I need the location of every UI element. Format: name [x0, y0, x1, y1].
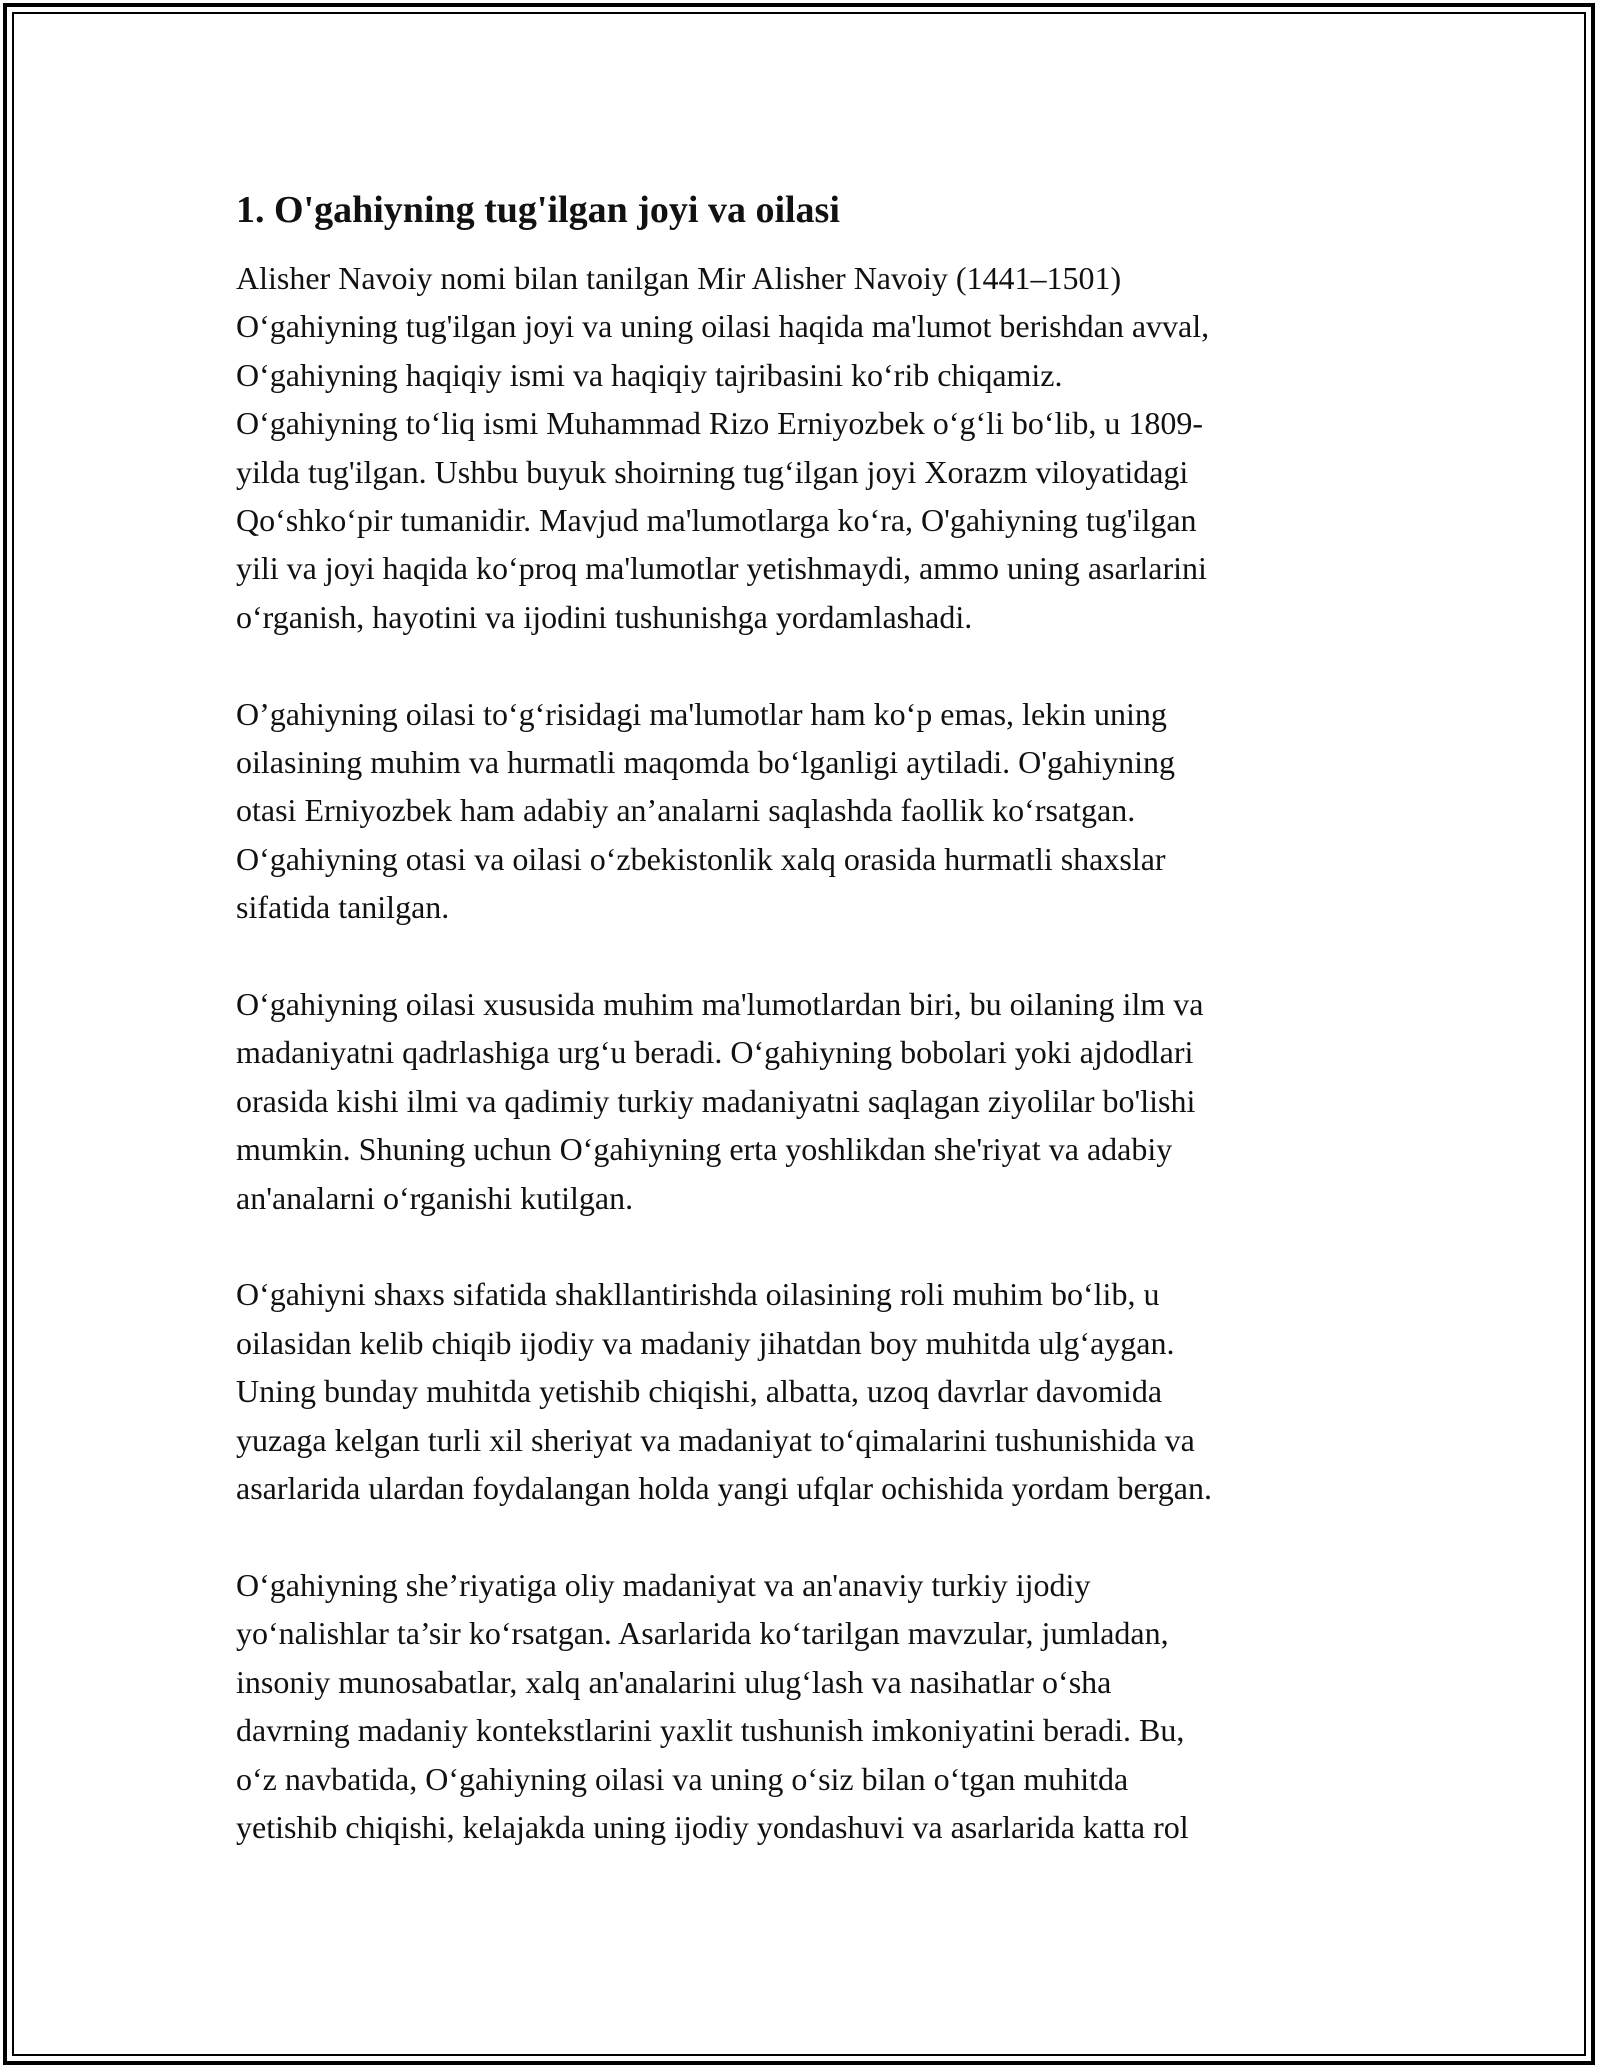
text-line: O‘gahiyning oilasi xususida muhim ma'lumotlardan biri, bu oilaning ilm va	[236, 986, 1204, 1023]
text-line: oilasining muhim va hurmatli maqomda bo‘lganligi aytiladi. O'gahiyning	[236, 744, 1175, 781]
text-line: yili va joyi haqida ko‘proq ma'lumotlar yetishmaydi, ammo uning asarlarini	[236, 550, 1207, 587]
text-line: yetishib chiqishi, kelajakda uning ijodiy yondashuvi va asarlarida katta rol	[236, 1808, 1189, 1845]
text-line: O‘gahiyning she’riyatiga oliy madaniyat va an'anaviy turkiy ijodiy	[236, 1566, 1091, 1603]
text-line: oilasidan kelib chiqib ijodiy va madaniy jihatdan boy muhitda ulg‘aygan.	[236, 1324, 1175, 1361]
paragraph-2	[236, 690, 1366, 932]
text-line: O’gahiyning oilasi to‘g‘risidagi ma'lumotlar ham ko‘p emas, lekin uning	[236, 695, 1167, 732]
text-line: O‘gahiyning tug'ilgan joyi va uning oilasi haqida ma'lumot berishdan avval,	[236, 308, 1210, 345]
text-line: O‘gahiyning haqiqiy ismi va haqiqiy tajribasini ko‘rib chiqamiz.	[236, 356, 1063, 393]
text-line: O‘gahiyni shaxs sifatida shakllantirishda oilasining roli muhim bo‘lib, u	[236, 1276, 1160, 1313]
text-line: yilda tug'ilgan. Ushbu buyuk shoirning tug‘ilgan joyi Xorazm viloyatidagi	[236, 453, 1189, 490]
paragraph-5	[236, 1561, 1366, 1851]
text-line: Qo‘shko‘pir tumanidir. Mavjud ma'lumotlarga ko‘ra, O'gahiyning tug'ilgan	[236, 502, 1197, 539]
text-line: Alisher Navoiy nomi bilan tanilgan Mir Alisher Navoiy (1441–1501)	[236, 260, 1122, 296]
text-line: asarlarida ulardan foydalangan holda yangi ufqlar ochishida yordam bergan.	[236, 1470, 1212, 1507]
text-line: an'analarni o‘rganishi kutilgan.	[236, 1179, 634, 1216]
text-line: o‘z navbatida, O‘gahiyning oilasi va uning o‘siz bilan o‘tgan muhitda	[236, 1760, 1129, 1797]
text-line: madaniyatni qadrlashiga urg‘u beradi. O‘gahiyning bobolari yoki ajdodlari	[236, 1034, 1194, 1071]
text-line: o‘rganish, hayotini va ijodini tushunishga yordamlashadi.	[236, 598, 973, 635]
document-body	[236, 186, 1366, 1900]
paragraph-4	[236, 1270, 1366, 1512]
section-heading: 1. O'gahiyning tug'ilgan joyi va oilasi	[236, 189, 840, 231]
text-line: sifatida tanilgan.	[236, 889, 450, 926]
text-line: yo‘nalishlar ta’sir ko‘rsatgan. Asarlarida ko‘tarilgan mavzular, jumladan,	[236, 1615, 1169, 1652]
text-line: otasi Erniyozbek ham adabiy an’analarni saqlashda faollik ko‘rsatgan.	[236, 792, 1136, 829]
paragraph-1	[236, 254, 1366, 641]
text-line: yuzaga kelgan turli xil sheriyat va madaniyat to‘qimalarini tushunishida va	[236, 1421, 1195, 1458]
paragraph-3	[236, 980, 1366, 1222]
text-line: orasida kishi ilmi va qadimiy turkiy madaniyatni saqlagan ziyolilar bo'lishi	[236, 1082, 1196, 1119]
text-line: O‘gahiyning otasi va oilasi o‘zbekistonlik xalq orasida hurmatli shaxslar	[236, 840, 1166, 877]
text-line: insoniy munosabatlar, xalq an'analarini ulug‘lash va nasihatlar o‘sha	[236, 1663, 1112, 1700]
text-line: davrning madaniy kontekstlarini yaxlit tushunish imkoniyatini beradi. Bu,	[236, 1712, 1185, 1749]
text-line: mumkin. Shuning uchun O‘gahiyning erta yoshlikdan she'riyat va adabiy	[236, 1131, 1173, 1168]
text-line: O‘gahiyning to‘liq ismi Muhammad Rizo Erniyozbek o‘g‘li bo‘lib, u 1809-	[236, 405, 1203, 442]
text-line: Uning bunday muhitda yetishib chiqishi, albatta, uzoq davrlar davomida	[236, 1373, 1163, 1410]
